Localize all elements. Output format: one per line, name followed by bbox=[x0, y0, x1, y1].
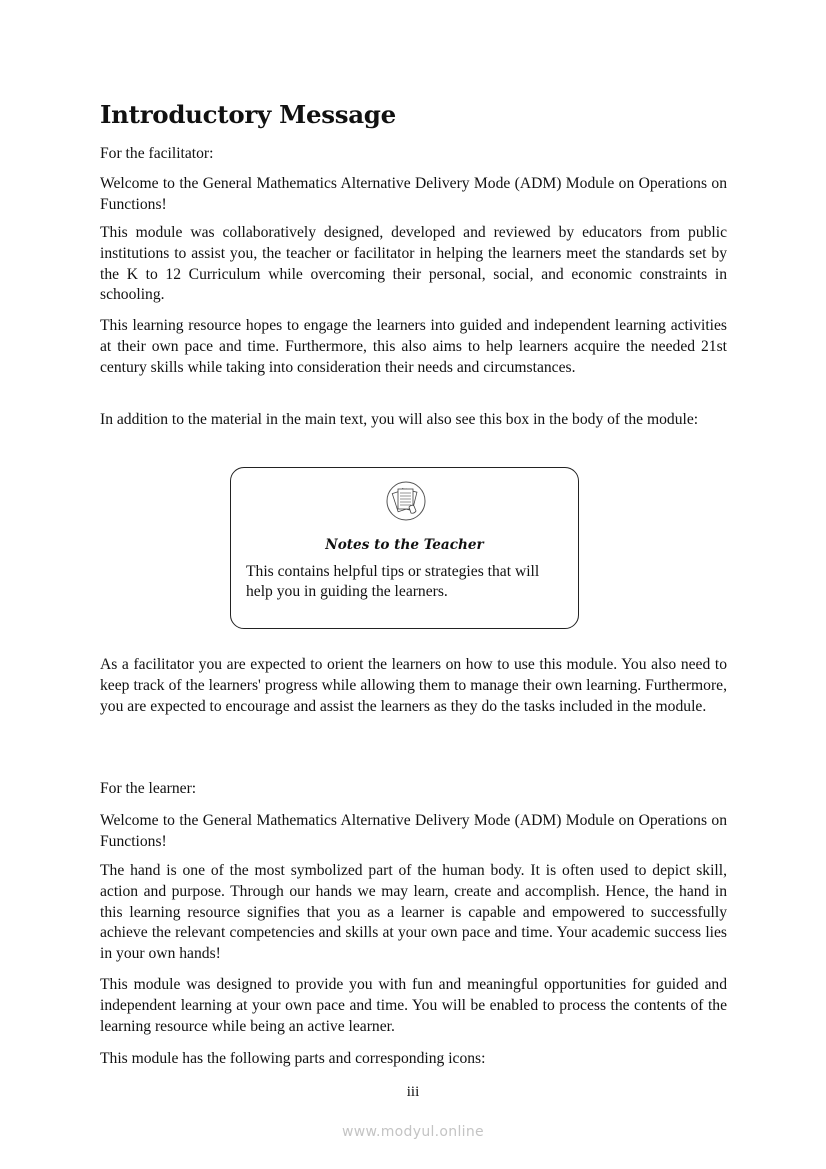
facilitator-paragraph-4: In addition to the material in the main text, you will also see this box in the body of the module: bbox=[100, 411, 699, 428]
facilitator-paragraph-3: This learning resource hopes to engage the learners into guided and independent learning activities at their own pace and time. Furthermore, this also aims to help learners acquire the needed 21st century skills while taking into consideration their needs and circumstances. bbox=[100, 317, 727, 376]
page-number: iii bbox=[406, 1084, 420, 1100]
learner-paragraph-4: This module has the following parts and corresponding icons: bbox=[100, 1050, 486, 1067]
learner-heading: For the learner: bbox=[100, 780, 197, 797]
watermark: www.modyul.online bbox=[342, 1124, 484, 1140]
facilitator-heading: For the facilitator: bbox=[100, 145, 214, 162]
facilitator-paragraph-2: This module was collaboratively designed, developed and reviewed by educators from public institutions to assist you, the teacher or facilitator in helping the learners meet the standards set by the K to 12 Curriculum while overcoming their personal, social, and economic constraints in schooling. bbox=[100, 224, 727, 304]
learner-paragraph-1: Welcome to the General Mathematics Alternative Delivery Mode (ADM) Module on Operations on Functions! bbox=[100, 812, 727, 850]
notes-box-body: This contains helpful tips or strategies that will help you in guiding the learners. bbox=[246, 563, 540, 600]
learner-paragraph-3: This module was designed to provide you with fun and meaningful opportunities for guided and independent learning at your own pace and time. You will be enabled to process the contents of the learning resource while being an active learner. bbox=[100, 976, 727, 1035]
facilitator-closing-paragraph: As a facilitator you are expected to orient the learners on how to use this module. You also need to keep track of the learners' progress while allowing them to manage their own learning. Furthermore, you are expected to encourage and assist the learners as they do the tasks included in the module. bbox=[100, 656, 727, 715]
notes-to-teacher-box bbox=[230, 467, 579, 629]
facilitator-paragraph-1: Welcome to the General Mathematics Alternative Delivery Mode (ADM) Module on Operations on Functions! bbox=[100, 175, 727, 213]
notes-papers-hand-icon bbox=[386, 481, 426, 521]
page-title: Introductory Message bbox=[100, 100, 396, 129]
notes-box-title: Notes to the Teacher bbox=[325, 537, 484, 553]
learner-paragraph-2: The hand is one of the most symbolized part of the human body. It is often used to depict skill, action and purpose. Through our hands we may learn, create and accomplish. Hence, the hand in this learning resource signifies that you as a learner is capable and empowered to successfully achieve the relevant competencies and skills at your own pace and time. Your academic success lies in your own hands! bbox=[100, 862, 727, 963]
